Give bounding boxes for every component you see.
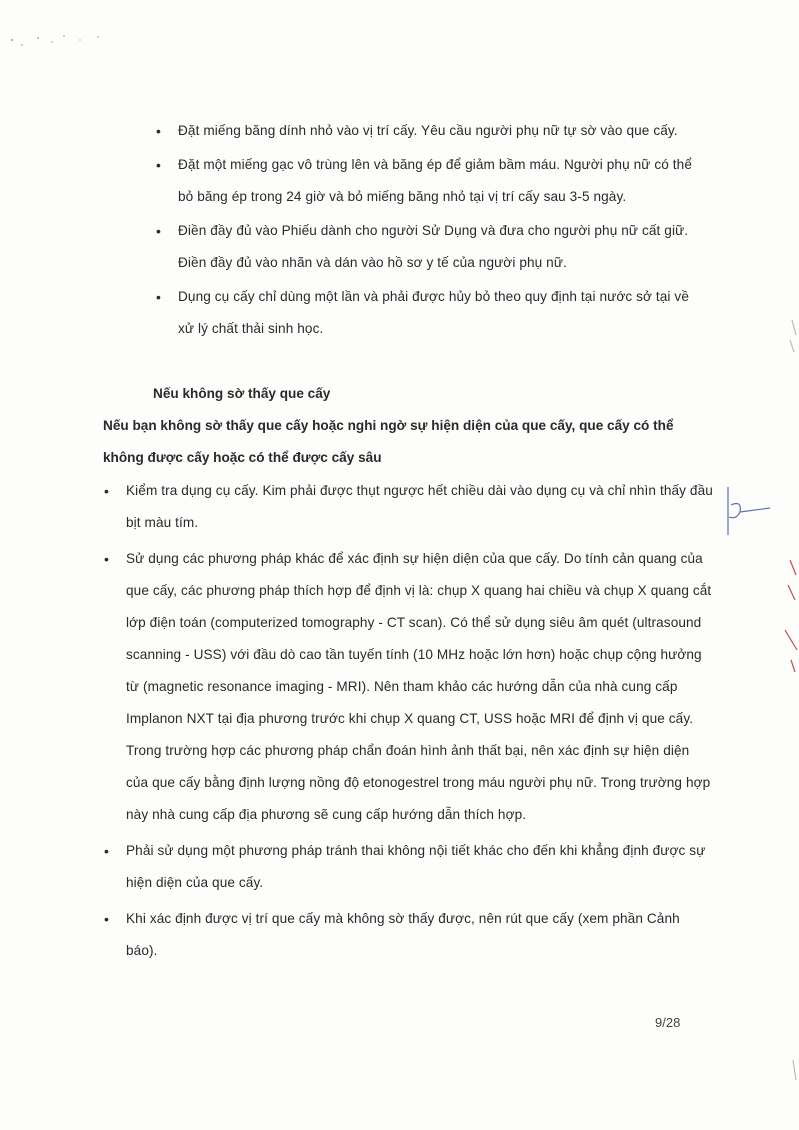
section-heading: Nếu không sờ thấy que cấy: [153, 386, 331, 401]
list-item: [156, 215, 696, 279]
bullet-icon: •: [156, 223, 162, 239]
edge-grey-marks: [790, 320, 796, 1080]
list-item: [104, 543, 714, 831]
list-item-text: Khi xác định được vị trí que cấy mà không sờ thấy được, nên rút que cấy (xem phần Cảnh báo).: [126, 911, 680, 958]
list-item: [104, 903, 714, 967]
list-item-text: Phải sử dụng một phương pháp tránh thai không nội tiết khác cho đến khi khẳng định được sự hiện diện của que cấy.: [126, 843, 706, 890]
bullet-icon: •: [104, 483, 110, 499]
bullet-icon: •: [104, 843, 110, 859]
list-item-text: Đặt một miếng gạc vô trùng lên và băng ép để giảm bầm máu. Người phụ nữ có thể bỏ băng ép trong 24 giờ và bỏ miếng băng nhỏ tại vị trí cấy sau 3-5 ngày.: [178, 157, 692, 204]
section-intro-paragraph: Nếu bạn không sờ thấy que cấy hoặc nghi ngờ sự hiện diện của que cấy, que cấy có thể không được cấy hoặc có thể được cấy sâu: [103, 418, 674, 465]
list-item-text: Sử dụng các phương pháp khác để xác định sự hiện diện của que cấy. Do tính cản quang của que cấy, các phương pháp thích hợp để định vị là: chụp X quang hai chiều và chụp X quang cắt lớp điện toán (computerized tomography - CT scan). Có thể sử dụng siêu âm quét (ultrasound scanning - USS) với đầu dò cao tần tuyến tính (10 MHz hoặc lớn hơn) hoặc chụp cộng hưởng từ (magnetic resonance imaging - MRI). Nên tham khảo các hướng dẫn của nhà cung cấp Implanon NXT tại địa phương trước khi chụp X quang CT, USS hoặc MRI để định vị que cấy. Trong trường hợp các phương pháp chẩn đoán hình ảnh thất bại, nên xác định sự hiện diện của que cấy bằng định lượng nồng độ etonogestrel trong máu người phụ nữ. Trong trường hợp này nhà cung cấp địa phương sẽ cung cấp hướng dẫn thích hợp.: [126, 551, 712, 822]
bullet-icon: •: [156, 157, 162, 173]
corner-speck-marks: [11, 35, 99, 46]
list-item: [156, 149, 696, 213]
list-item-text: Điền đầy đủ vào Phiếu dành cho người Sử Dụng và đưa cho người phụ nữ cất giữ. Điền đầy đủ vào nhãn và dán vào hồ sơ y tế của người phụ nữ.: [178, 223, 689, 270]
edge-stamp-marks: [785, 560, 797, 672]
list-item: [104, 835, 714, 899]
list-item: [156, 115, 696, 147]
list-item: [104, 475, 714, 539]
procedure-steps-list: [0, 115, 696, 345]
bullet-icon: •: [156, 289, 162, 305]
bullet-icon: •: [156, 123, 162, 139]
margin-pen-mark: [728, 487, 770, 535]
bullet-icon: •: [104, 551, 110, 567]
page-number: 9/28: [655, 1015, 681, 1030]
list-item: [156, 281, 696, 345]
list-item-text: Kiểm tra dụng cụ cấy. Kim phải được thụt ngược hết chiều dài vào dụng cụ và chỉ nhìn thấy đầu bịt màu tím.: [126, 483, 713, 530]
bullet-icon: •: [104, 911, 110, 927]
list-item-text: Dụng cụ cấy chỉ dùng một lần và phải được hủy bỏ theo quy định tại nước sở tại về xử lý chất thải sinh học.: [178, 289, 689, 336]
locating-implant-list: [0, 475, 714, 967]
list-item-text: Đặt miếng băng dính nhỏ vào vị trí cấy. Yêu cầu người phụ nữ tự sờ vào que cấy.: [178, 123, 678, 138]
